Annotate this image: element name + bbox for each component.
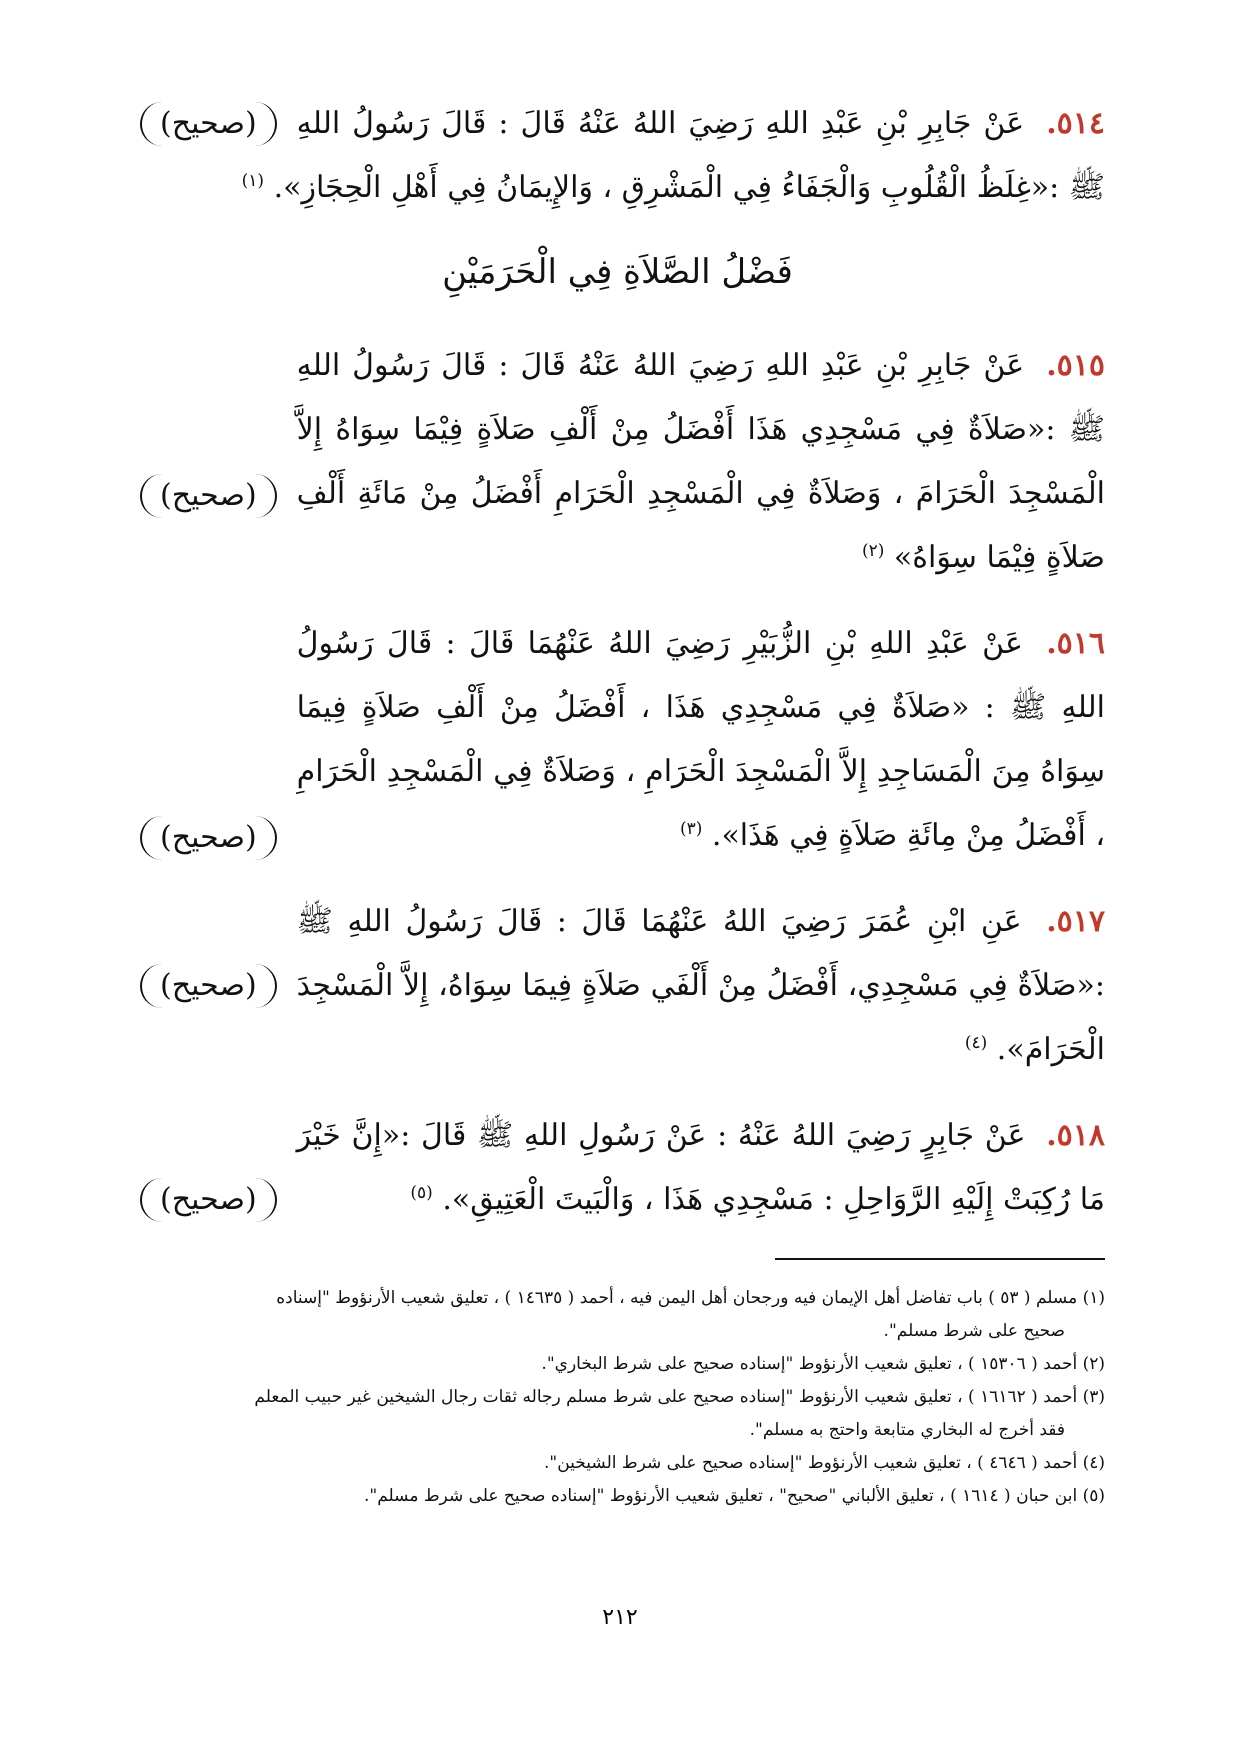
hadith-text: عَنْ عَبْدِ اللهِ بْنِ الزُّبَيْرِ رَضِيَ اللهُ عَنْهُمَا قَالَ : قَالَ رَسُولُ اللهِ ﷺ : «صَلاَةٌ فِي مَسْجِدِي هَذَا ، أَفْضَلُ مِنْ أَلْفِ صَلاَةٍ فِيمَا سِوَاهُ مِنَ الْمَسَاجِدِ إِلاَّ الْمَسْجِدَ الْحَرَامِ ، وَصَلاَةٌ فِي الْمَسْجِدِ الْحَرَامِ ، أَفْضَلُ مِنْ مِائَةِ صَلاَةٍ فِي هَذَا». bbox=[296, 626, 1106, 853]
footnote-ref[interactable]: (٣) bbox=[679, 819, 703, 839]
grade-label: (صحيح) bbox=[140, 1178, 277, 1222]
footnote-line: صحيح على شرط مسلم". bbox=[883, 1321, 1065, 1341]
hadith-number: ٥١٧. bbox=[1046, 904, 1105, 939]
footnote-line: (١) مسلم ( ٥٣ ) باب تفاضل أهل الإيمان فيه ورجحان أهل اليمن فيه ، أحمد ( ١٤٦٣٥ ) ، تعليق شعيب الأرنؤوط "إسناده bbox=[276, 1288, 1105, 1308]
footnote-line: (٣) أحمد ( ١٦١٦٢ ) ، تعليق شعيب الأرنؤوط "إسناده صحيح على شرط مسلم رجاله ثقات رجال الشيخين غير حبيب المعلم bbox=[254, 1387, 1105, 1407]
hadith-text: عَنِ ابْنِ عُمَرَ رَضِيَ اللهُ عَنْهُمَا قَالَ : قَالَ رَسُولُ اللهِ ﷺ :«صَلاَةٌ فِي مَسْجِدِي، أَفْضَلُ مِنْ أَلْفَي صَلاَةٍ فِيمَا سِوَاهُ، إِلاَّ الْمَسْجِدَ الْحَرَامَ». bbox=[296, 904, 1105, 1067]
footnote-ref[interactable]: (٢) bbox=[861, 541, 885, 561]
hadith-text: عَنْ جَابِرِ بْنِ عَبْدِ اللهِ رَضِيَ اللهُ عَنْهُ قَالَ : قَالَ رَسُولُ اللهِ ﷺ :«صَلاَةٌ فِي مَسْجِدِي هَذَا أَفْضَلُ مِنْ أَلْفِ صَلاَةٍ فِيْمَا سِوَاهُ إِلاَّ الْمَسْجِدَ الْحَرَامَ ، وَصَلاَةٌ فِي الْمَسْجِدِ الْحَرَامِ أَفْضَلُ مِنْ مَائَةِ أَلْفِ صَلاَةٍ فِيْمَا سِوَاهُ» bbox=[296, 348, 1105, 575]
grade-label: (صحيح) bbox=[140, 474, 277, 518]
grade-label: (صحيح) bbox=[140, 102, 277, 146]
hadith-516 bbox=[130, 612, 1105, 868]
section-heading: فَضْلُ الصَّلاَةِ فِي الْحَرَمَيْنِ bbox=[442, 252, 793, 292]
footnote-3 bbox=[130, 1381, 1105, 1447]
hadith-517 bbox=[130, 890, 1105, 1082]
grade-label: (صحيح) bbox=[140, 816, 277, 860]
footnote-separator bbox=[775, 1258, 1105, 1260]
page-number: ٢١٢ bbox=[602, 1605, 638, 1630]
footnote-line: (٥) ابن حبان ( ١٦١٤ ) ، تعليق الألباني "صحيح" ، تعليق شعيب الأرنؤوط "إسناده صحيح على شرط مسلم". bbox=[364, 1486, 1105, 1506]
footnote-line: (٢) أحمد ( ١٥٣٠٦ ) ، تعليق شعيب الأرنؤوط "إسناده صحيح على شرط البخاري". bbox=[541, 1354, 1105, 1374]
footnote-2 bbox=[130, 1348, 1105, 1381]
hadith-514 bbox=[130, 92, 1105, 220]
footnote-line: فقد أخرج له البخاري متابعة واحتج به مسلم". bbox=[749, 1420, 1065, 1440]
hadith-text: عَنْ جَابِرِ بْنِ عَبْدِ اللهِ رَضِيَ اللهُ عَنْهُ قَالَ : قَالَ رَسُولُ اللهِ ﷺ :«غِلَظُ الْقُلُوبِ وَالْجَفَاءُ فِي الْمَشْرِقِ ، وَالإِيمَانُ فِي أَهْلِ الْحِجَازِ». bbox=[273, 106, 1105, 205]
footnote-4 bbox=[130, 1447, 1105, 1480]
grade-label: (صحيح) bbox=[140, 964, 277, 1008]
footnote-5 bbox=[130, 1480, 1105, 1513]
hadith-number: ٥١٦. bbox=[1046, 626, 1105, 661]
hadith-number: ٥١٥. bbox=[1046, 348, 1105, 383]
hadith-text: عَنْ جَابِرٍ رَضِيَ اللهُ عَنْهُ : عَنْ رَسُولِ اللهِ ﷺ قَالَ :«إِنَّ خَيْرَ مَا رُكِبَتْ إِلَيْهِ الرَّوَاحِلِ : مَسْجِدِي هَذَا ، وَالْبَيتَ الْعَتِيقِ». bbox=[296, 1118, 1105, 1217]
footnote-ref[interactable]: (١) bbox=[241, 171, 265, 191]
hadith-515 bbox=[130, 334, 1105, 590]
footnotes bbox=[130, 1282, 1105, 1513]
footnote-1 bbox=[130, 1282, 1105, 1348]
footnote-ref[interactable]: (٤) bbox=[964, 1033, 988, 1053]
hadith-number: ٥١٨. bbox=[1046, 1118, 1105, 1153]
hadith-number: ٥١٤. bbox=[1046, 106, 1105, 141]
footnote-line: (٤) أحمد ( ٤٦٤٦ ) ، تعليق شعيب الأرنؤوط "إسناده صحيح على شرط الشيخين". bbox=[544, 1453, 1105, 1473]
page-content bbox=[130, 92, 1105, 1513]
hadith-518 bbox=[130, 1104, 1105, 1232]
footnote-ref[interactable]: (٥) bbox=[410, 1183, 433, 1203]
